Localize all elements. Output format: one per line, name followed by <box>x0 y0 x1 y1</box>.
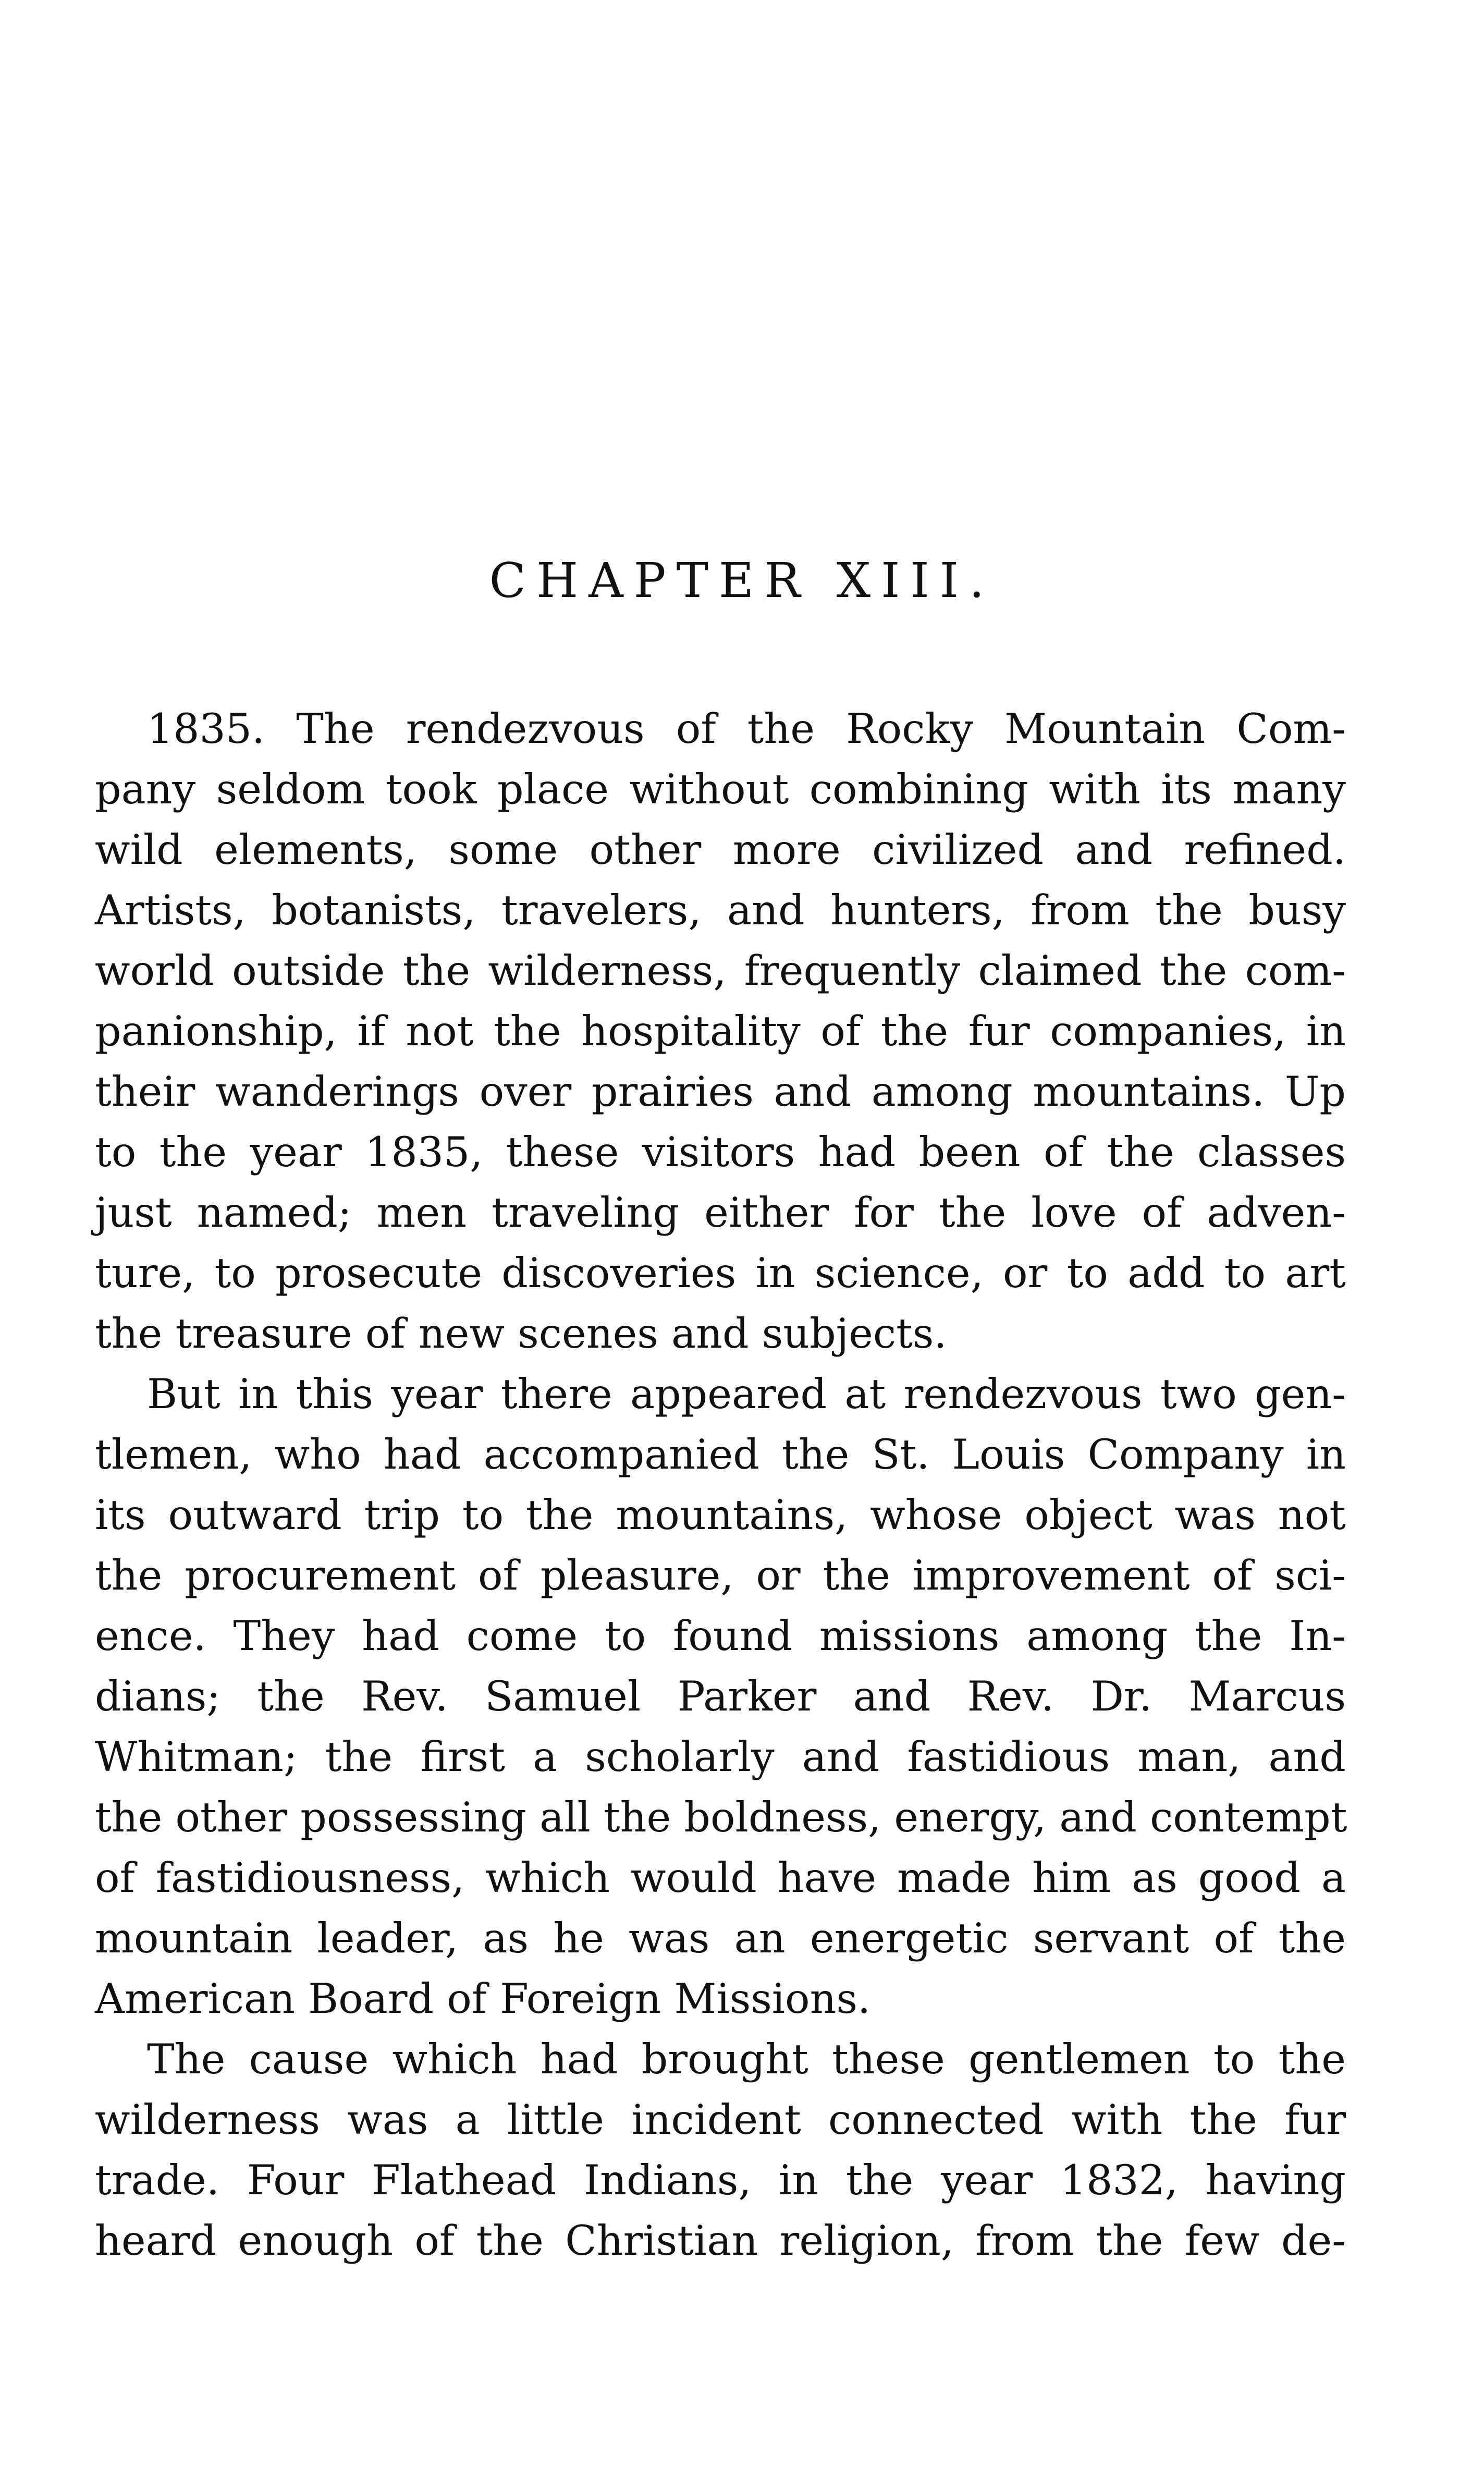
text-line: Whitman; the first a scholarly and fastidious man, and <box>95 1733 1346 1781</box>
text-line: the other possessing all the boldness, energy, and contempt <box>95 1793 1347 1841</box>
text-line: mountain leader, as he was an energetic servant of the <box>95 1914 1346 1962</box>
text-line: 1835. The rendezvous of the Rocky Mountain Com- <box>147 705 1346 753</box>
body-text <box>95 699 1346 2271</box>
text-line: Artists, botanists, travelers, and hunters, from the busy <box>95 886 1346 934</box>
text-line: ture, to prosecute discoveries in science, or to add to art <box>95 1249 1346 1297</box>
text-line: to the year 1835, these visitors had been of the classes <box>95 1128 1346 1176</box>
text-line: wild elements, some other more civilized and refined. <box>95 826 1346 874</box>
text-line: tlemen, who had accompanied the St. Louis Company in <box>95 1431 1346 1479</box>
text-line: The cause which had brought these gentlemen to the <box>147 2035 1346 2083</box>
paragraph-2 <box>95 1364 1346 2029</box>
text-line: the procurement of pleasure, or the improvement of sci- <box>95 1551 1346 1599</box>
text-line: heard enough of the Christian religion, from the few de- <box>95 2217 1346 2265</box>
text-line: trade. Four Flathead Indians, in the year 1832, having <box>95 2156 1346 2204</box>
text-line: their wanderings over prairies and among mountains. Up <box>95 1068 1346 1116</box>
paragraph-3 <box>95 2029 1346 2271</box>
chapter-heading: CHAPTER XIII. <box>489 553 995 608</box>
text-line: the treasure of new scenes and subjects. <box>95 1310 947 1358</box>
text-line: wilderness was a little incident connected with the fur <box>95 2096 1346 2144</box>
text-line: American Board of Foreign Missions. <box>95 1975 871 2023</box>
text-line: ence. They had come to found missions among the In- <box>95 1612 1346 1660</box>
text-line: pany seldom took place without combining with its many <box>95 765 1346 813</box>
text-line: world outside the wilderness, frequently claimed the com- <box>95 947 1346 995</box>
text-line: just named; men traveling either for the love of adven- <box>95 1189 1346 1237</box>
text-line: of fastidiousness, which would have made him as good a <box>95 1854 1346 1902</box>
text-line: dians; the Rev. Samuel Parker and Rev. Dr. Marcus <box>95 1672 1346 1720</box>
text-line: its outward trip to the mountains, whose object was not <box>95 1491 1346 1539</box>
paragraph-1 <box>95 699 1346 1364</box>
text-line: panionship, if not the hospitality of the fur companies, in <box>95 1007 1346 1055</box>
text-line: But in this year there appeared at rendezvous two gen- <box>147 1370 1346 1418</box>
